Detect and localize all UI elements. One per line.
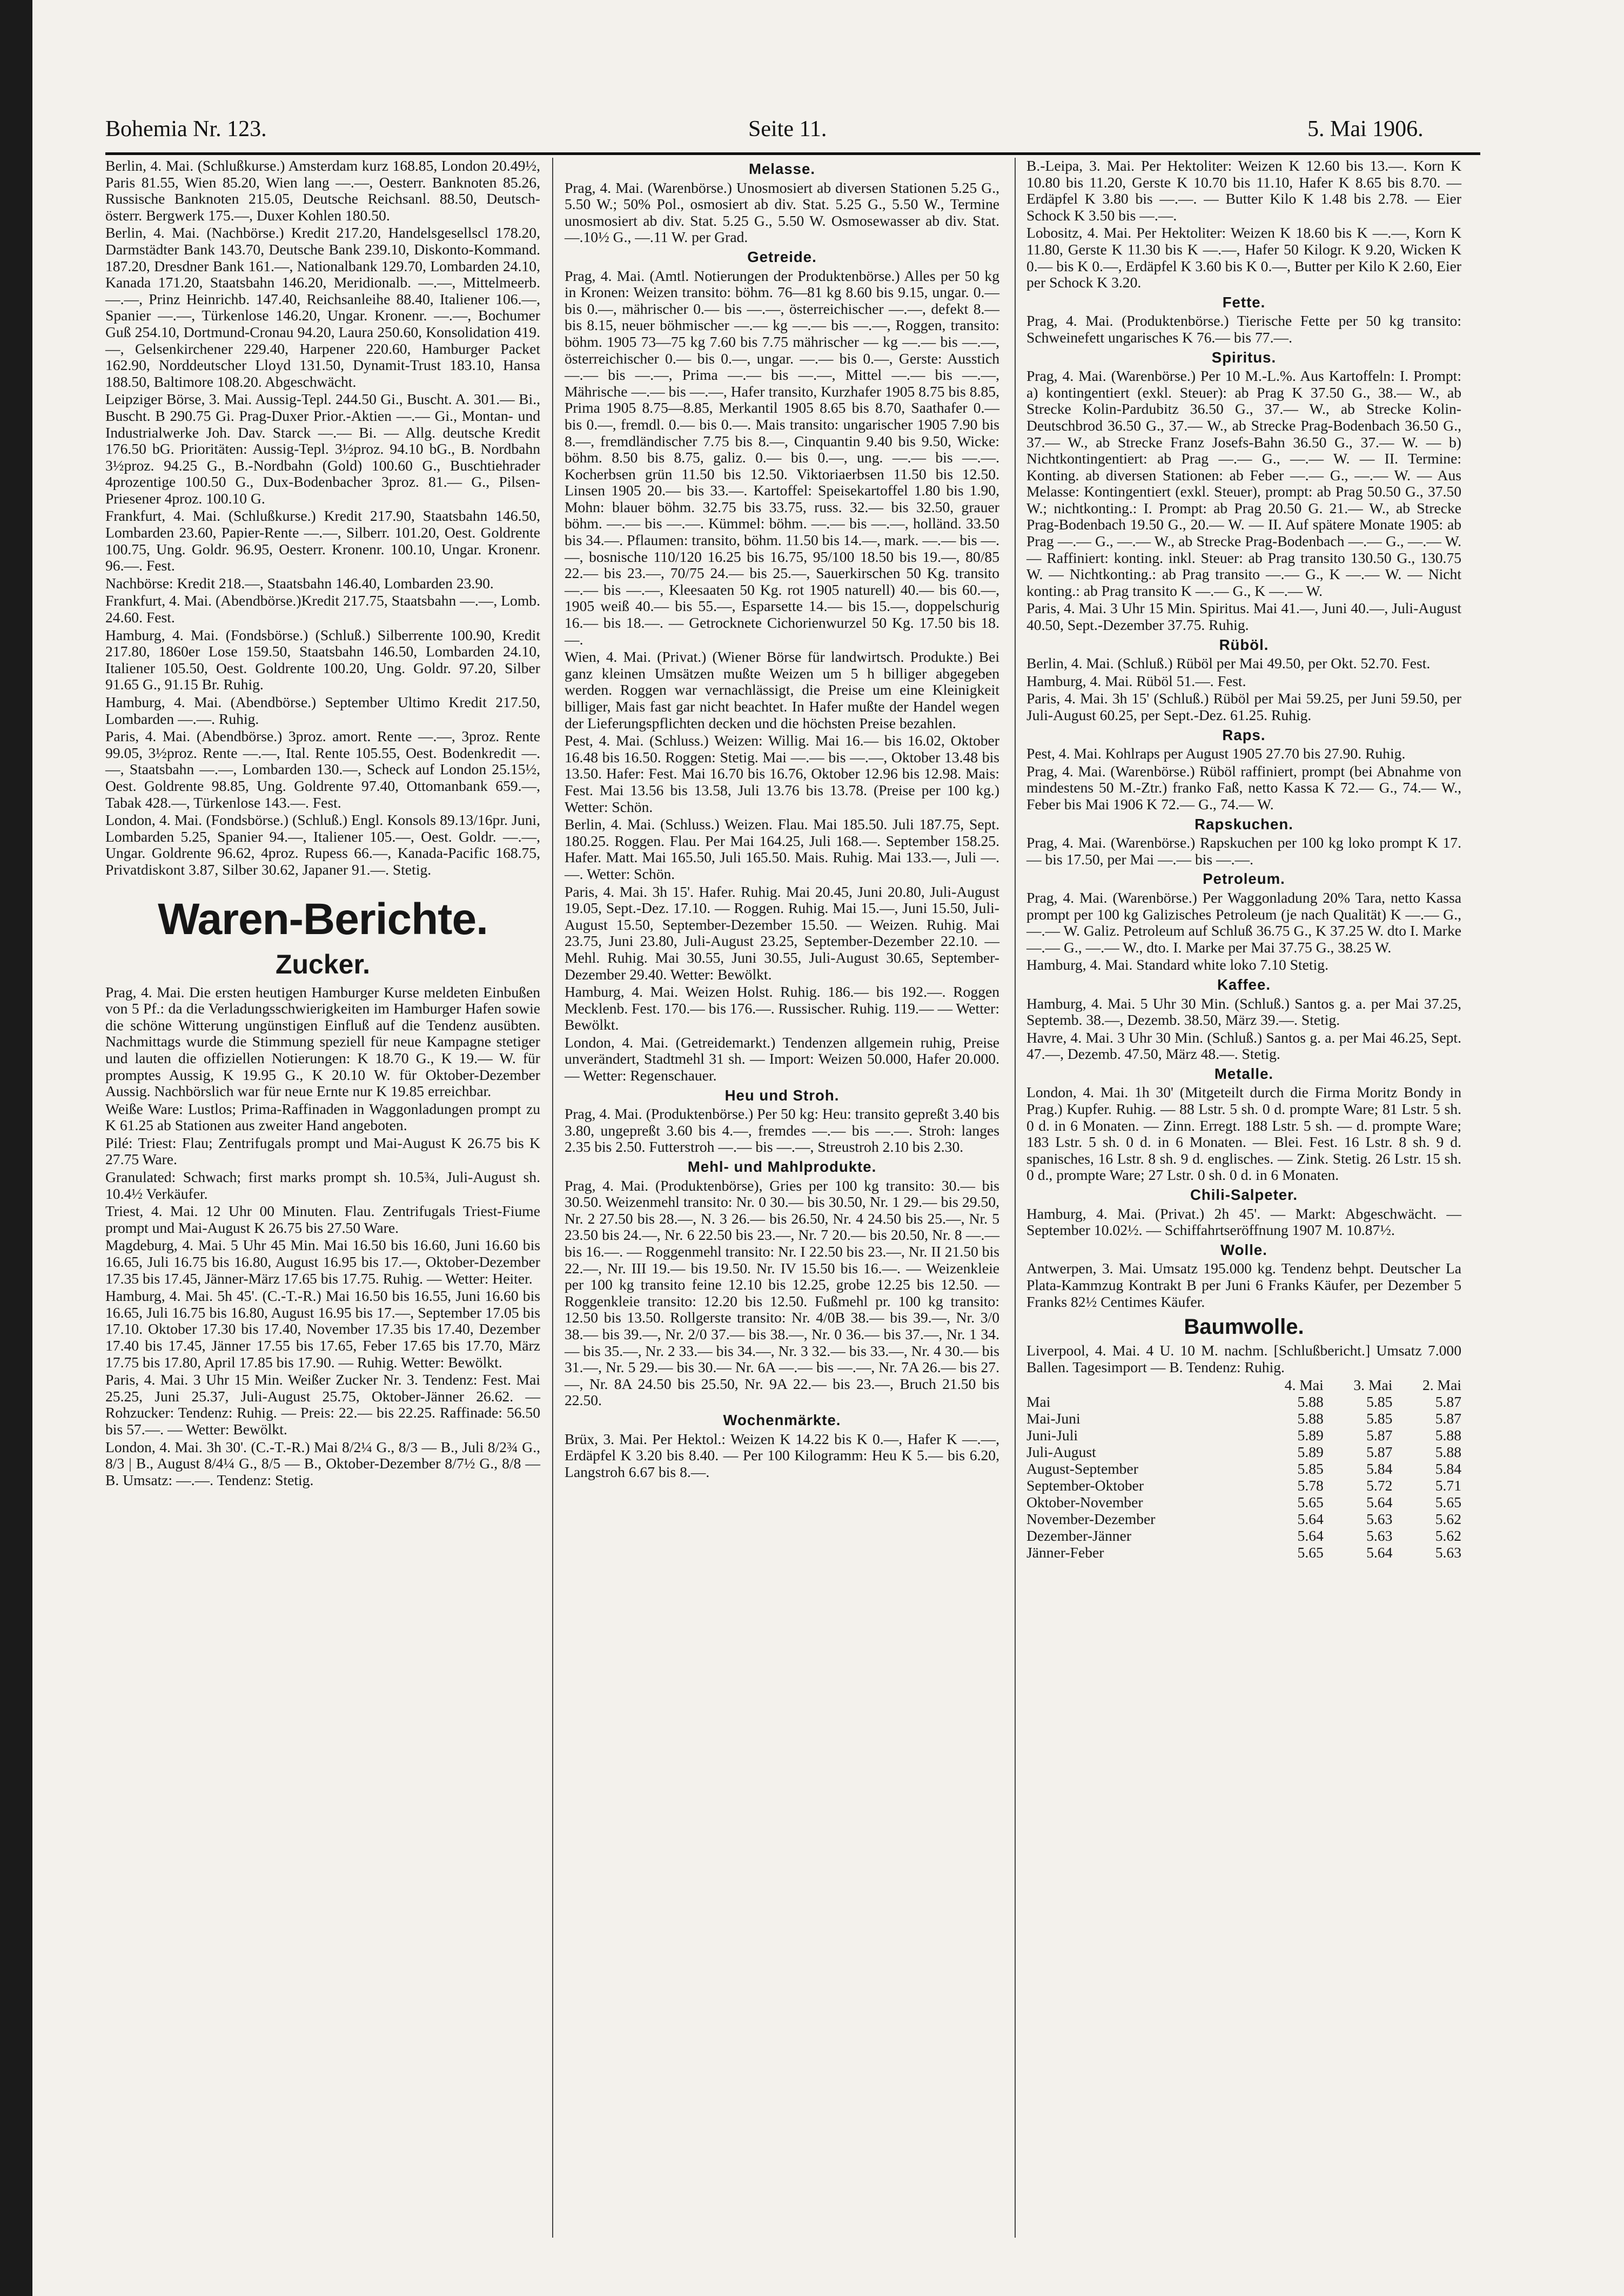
table-cell: 5.88 <box>1435 1444 1461 1461</box>
newspaper-page <box>32 0 1624 2296</box>
table-cell: 5.88 <box>1435 1427 1461 1444</box>
table-cell: 5.65 <box>1297 1544 1324 1561</box>
table-cell: 5.87 <box>1435 1393 1461 1411</box>
table-cell: 5.64 <box>1297 1510 1324 1528</box>
header-left: Bohemia Nr. 123. <box>105 117 267 142</box>
section-title: Mehl- und Mahlprodukte. <box>687 1158 877 1176</box>
table-cell: 5.88 <box>1297 1410 1324 1427</box>
table-row <box>1026 1494 1461 1510</box>
market-report: Leipziger Börse, 3. Mai. Aussig-Tepl. 244.50 Gi., Buscht. A. 301.— Bi., Buscht. B 290.75 Gi. Prag-Duxer Prior.-Aktien —.— Gi., Montan- und Industrialwerke Joh. Dav. Starck —.— Bi. — Allg. deutsche Kredit 176.50 bG. Prioritäten: Aussig-Tepl. 3½proz. 94.10 bG., B. Nordbahn 3½proz. 94.25 G., B.-Nordbahn (Gold) 100.60 G., Buschtiehrader 4prozentige 100.50 G., Dux-Bodenbacher 3proz. 81.— G., Pilsen-Priesener 4proz. 100.10 G. <box>105 391 544 507</box>
table-cell: 5.65 <box>1435 1494 1461 1511</box>
column-3 <box>1026 157 1465 1561</box>
table-row <box>1026 1510 1461 1527</box>
row-label: Dezember-Jänner <box>1026 1527 1132 1545</box>
header-center: Seite 11. <box>748 117 827 142</box>
column-header: 4. Mai <box>1284 1377 1324 1394</box>
table-cell: 5.63 <box>1366 1510 1393 1528</box>
column-divider <box>552 158 553 2238</box>
row-label: Oktober-November <box>1026 1494 1143 1511</box>
sugar-report: Weiße Ware: Lustlos; Prima-Raffinaden in Waggonladungen prompt zu K 61.25 ab Stationen aus zweiter Hand angeboten. <box>105 1100 544 1134</box>
market-report: Wien, 4. Mai. (Privat.) (Wiener Börse für landwirtsch. Produkte.) Bei ganz kleinen Umsätzen mußte Weizen um 5 h billiger abgegeben werden. Roggen war vernachlässigt, die Preise um eine Kleinigkeit billiger, Mais fast gar nicht beachtet. In Hafer mußte der Handel wegen der Lieferungspflichten decken und die höchsten Preise bezahlen. <box>565 648 1003 731</box>
market-report: B.-Leipa, 3. Mai. Per Hektoliter: Weizen K 12.60 bis 13.—. Korn K 10.80 bis 11.20, Gerste K 10.70 bis 11.10, Hafer K 8.65 bis 8.70. — Erdäpfel K 3.80 bis —.—. — Butter Kilo K 1.48 bis 2.78. — Eier Schock K 3.50 bis —.—. <box>1026 157 1465 224</box>
row-label: Juni-Juli <box>1026 1427 1078 1444</box>
market-report: Hamburg, 4. Mai. Rüböl 51.—. Fest. <box>1026 672 1246 689</box>
table-row <box>1026 1460 1461 1477</box>
market-report: Pest, 4. Mai. (Schluss.) Weizen: Willig. Mai 16.— bis 16.02, Oktober 16.48 bis 16.50. Roggen: Stetig. Mai —.— bis —.—, Oktober 13.48 bis 13.50. Hafer: Fest. Mai 16.70 bis 16.76, Oktober 12.96 bis 12.98. Mais: Fest. Mai 13.56 bis 13.58, Juli 13.76 bis 13.78. (Preise per 100 kg.) Wetter: Schön. <box>565 732 1003 815</box>
section-title: Wochenmärkte. <box>723 1411 841 1428</box>
sugar-report: Magdeburg, 4. Mai. 5 Uhr 45 Min. Mai 16.50 bis 16.60, Juni 16.60 bis 16.65, Juli 16.75 bis 16.80, August 16.95 bis 17.—, Oktober-Dezember 17.35 bis 17.45, Jänner-März 17.65 bis 17.75. Ruhig. — Wetter: Heiter. <box>105 1237 544 1287</box>
market-report: Frankfurt, 4. Mai. (Schlußkurse.) Kredit 217.90, Staatsbahn 146.50, Lombarden 23.60, Papier-Rente —.—, Silberr. 101.20, Oest. Goldrente 100.75, Ung. Goldr. 96.95, Oesterr. Kronenr. 100.10, Ungar. Kronenr. 96.—. Fest. <box>105 507 544 574</box>
sugar-report: London, 4. Mai. 3h 30'. (C.-T.-R.) Mai 8/2¼ G., 8/3 — B., Juli 8/2¾ G., 8/3 | B., August 8/4¼ G., 8/5 — B., Oktober-Dezember 8/7½ G., 8/8 — B. Umsatz: —.—. Tendenz: Stetig. <box>105 1438 544 1488</box>
market-report: Prag, 4. Mai. (Produktenbörse.) Per 50 kg: Heu: transito gepreßt 3.40 bis 3.80, ungepreßt 3.60 bis 4.—, fremdes —.— bis —.—. Stroh: langes 2.35 bis 2.50. Futterstroh —.— bis —.—, Streustroh 2.10 bis 2.30. <box>565 1105 1003 1156</box>
table-row <box>1026 1544 1461 1561</box>
market-report: Hamburg, 4. Mai. (Abendbörse.) September Ultimo Kredit 217.50, Lombarden —.—. Ruhig. <box>105 694 544 727</box>
section-title: Petroleum. <box>1203 870 1285 888</box>
header-rule <box>105 152 1480 155</box>
column-2 <box>565 158 1003 1481</box>
column-divider <box>1015 158 1016 2238</box>
table-row <box>1026 1410 1461 1427</box>
market-report: Berlin, 4. Mai. (Schluß.) Rüböl per Mai 49.50, per Okt. 52.70. Fest. <box>1026 655 1431 672</box>
sugar-report: Hamburg, 4. Mai. 5h 45'. (C.-T.-R.) Mai 16.50 bis 16.55, Juni 16.60 bis 16.65, Juli 16.75 bis 16.80, August 16.95 bis 17.—, September 17.05 bis 17.10. Oktober 17.30 bis 17.40, November 17.35 bis 17.40, Dezember 17.40 bis 17.45, Jänner 17.55 bis 17.65, Feber 17.65 bis 17.70, März 17.75 bis 17.80, April 17.85 bis 17.90. — Ruhig. Wetter: Bewölkt. <box>105 1287 544 1371</box>
table-cell: 5.88 <box>1297 1393 1324 1411</box>
market-report: Hamburg, 4. Mai. (Fondsbörse.) (Schluß.) Silberrente 100.90, Kredit 217.80, 1860er Lose 159.50, Staatsbahn 146.50, Lombarden 24.10, Italiener 105.50, Oest. Goldrente 100.20, Ung. Goldr. 97.20, Silber 91.65 G., 91.15 Br. Ruhig. <box>105 626 544 693</box>
market-report: Hamburg, 4. Mai. (Privat.) 2h 45'. — Markt: Abgeschwächt. — September 10.02½. — Schiffahrtseröffnung 1907 M. 10.87½. <box>1026 1205 1465 1239</box>
market-report: Antwerpen, 3. Mai. Umsatz 195.000 kg. Tendenz behpt. Deutscher La Plata-Kammzug Kontrakt B per Juni 6 Franks Käufer, per Dezember 5 Franks 82½ Centimes Käufer. <box>1026 1260 1465 1310</box>
sugar-report: Pilé: Triest: Flau; Zentrifugals prompt und Mai-August K 26.75 bis K 27.75 Ware. <box>105 1134 544 1168</box>
row-label: Mai-Juni <box>1026 1410 1081 1427</box>
section-title: Getreide. <box>747 248 817 265</box>
header-right: 5. Mai 1906. <box>1307 117 1424 142</box>
table-cell: 5.71 <box>1435 1477 1461 1494</box>
section-title: Raps. <box>1222 726 1266 743</box>
section-title: Fette. <box>1222 293 1266 311</box>
table-cell: 5.84 <box>1366 1460 1393 1478</box>
column-header <box>1026 1377 1254 1393</box>
market-report: Paris, 4. Mai. (Abendbörse.) 3proz. amort. Rente —.—, 3proz. Rente 99.05, 3½proz. Rente —.—, Ital. Rente 105.55, Oest. Bodenkredit —.—, Staatsbahn —.—, Lombarden 130.—, Scheck auf London 25.15½, Oest. Goldrente 98.85, Ung. Goldrente 97.40, Ottomanbank 659.—, Tabak 428.—, Türkenlose 143.—. Fest. <box>105 728 544 811</box>
table-cell: 5.65 <box>1297 1494 1324 1511</box>
market-report: Hamburg, 4. Mai. 5 Uhr 30 Min. (Schluß.) Santos g. a. per Mai 37.25, Septemb. 38.—, Dezemb. 38.50, März 39.—. Stetig. <box>1026 995 1465 1029</box>
table-cell: 5.87 <box>1366 1427 1393 1444</box>
section-title: Metalle. <box>1214 1065 1274 1082</box>
column-header: 2. Mai <box>1422 1377 1461 1394</box>
table-cell: 5.64 <box>1297 1527 1324 1545</box>
sugar-report: Granulated: Schwach; first marks prompt sh. 10.5¾, Juli-August sh. 10.4½ Verkäufer. <box>105 1169 544 1202</box>
row-label: Jänner-Feber <box>1026 1544 1104 1561</box>
market-report: Paris, 4. Mai. 3 Uhr 15 Min. Spiritus. Mai 41.—, Juni 40.—, Juli-August 40.50, Sept.-Dezember 37.75. Ruhig. <box>1026 600 1465 634</box>
table-cell: 5.85 <box>1297 1460 1324 1478</box>
section-title: Kaffee. <box>1217 976 1271 993</box>
market-report: Prag, 4. Mai. (Warenbörse.) Per 10 M.-L.%. Aus Kartoffeln: I. Prompt: a) kontingentiert (exkl. Steuer): ab Prag K 37.50 G., 38.— W., ab Strecke Kolin-Pardubitz 36.50 G., 37.— W., ab Strecke Kolin-Deutschbrod 36.50 G., 37.— W., ab Strecke Prag-Bodenbach 36.50 G., 37.— W., ab Strecke Franz Josefs-Bahn 36.50 G., 37.— W. — b) Nichtkontingentiert: ab Prag —.— G., —.— W. — II. Termine: Konting. ab diversen Stationen: ab Feber —.— G., —.— W. — Aus Melasse: Kontingentiert (exkl. Steuer), prompt: ab Prag 50.50 G., 37.50 W.; nichtkonting.: I. Prompt: ab Prag 20.50 G. 21.— W., ab Strecke Prag-Bodenbach 19.50 G., 20.— W. — II. Auf spätere Monate 1905: ab Prag —.— G., —.— W., ab Strecke Prag-Bodenbach —.— G., —.— W. — Raffiniert: konting. inkl. Steuer: ab Prag transito 130.50 G., 130.75 W. — Nichtkonting.: ab Prag transito —.— G., K —.— W. — Nicht konting.: ab Prag transito K —.— G., K —.— W. <box>1026 367 1465 599</box>
market-report: Prag, 4. Mai. (Produktenbörse.) Tierische Fette per 50 kg transito: Schweinefett ungarisches K 76.— bis 77.—. <box>1026 312 1465 346</box>
table-cell: 5.87 <box>1366 1444 1393 1461</box>
row-label: Juli-August <box>1026 1444 1096 1461</box>
market-report: Prag, 4. Mai. (Amtl. Notierungen der Produktenbörse.) Alles per 50 kg in Kronen: Weizen transito: böhm. 76—81 kg 8.60 bis 9.15, ungar. 0.— bis 0.—, mährischer 0.— bis —.—, österreichischer —.—, defekt 8.— bis 8.15, neuer böhmischer —.— kg —.— bis —.—, Roggen, transito: böhm. 1905 73—75 kg 7.60 bis 7.75 mährischer — kg —.— bis —.—, österreichischer 0.— bis 0.—, ungar. —.— bis 0.—, Gerste: Ausstich —.— bis —.—, Prima —.— bis —.—, Mittel —.— bis —.—, Mährische —.— bis —.—, Hafer transito, Kurzhafer 1905 8.75 bis 8.85, Prima 1905 8.75—8.85, Merkantil 1905 8.65 bis 8.70, Saathafer 0.— bis 0.—, fremdl. 0.— bis 0.—. Mais transito: ungarischer 1905 7.90 bis 8.—, fremdländischer 7.75 bis 8.—, Cinquantin 9.40 bis 9.50, Wicke: böhm. 8.50 bis 8.75, galiz. 0.— bis 0.—, ung. —.— bis —.—. Kocherbsen grün 11.50 bis 12.50. Viktoriaerbsen 11.50 bis 12.50. Linsen 1905 20.— bis 33.—. Kartoffel: Speisekartoffel 1.80 bis 1.90, Mohn: blauer böhm. 32.75 bis 33.75, russ. 32.— bis 32.50, grauer böhm. —.— bis —.—. Kümmel: böhm. —.— bis —.—, holländ. 33.50 bis 34.—. Pflaumen: transito, böhm. 11.50 bis 14.—, mark. —.— bis —.—, bosnische 110/120 16.25 bis 16.75, 95/100 18.50 bis 19.—, 80/85 22.— bis 23.—, 70/75 24.— bis 25.—, Sauerkirschen 50 Kg. transito —.— bis —.—, Kleesaaten 50 Kg. rot 1905 naturell) 40.— bis 60.—, 1905 weiß 40.— bis 55.—, Esparsette 14.— bis 15.—, doppelschurig 16.— bis 18.—. — Getrocknete Cichorienwurzel 50 Kg. 17.50 bis 18.—. <box>565 267 1003 648</box>
row-label: September-Oktober <box>1026 1477 1144 1494</box>
market-report: Berlin, 4. Mai. (Schluss.) Weizen. Flau. Mai 185.50. Juli 187.75, Sept. 180.25. Roggen. Flau. Per Mai 164.25, Juli 168.—. September 158.25. Hafer. Matt. Mai 165.50, Juli 165.50. Mais. Ruhig. Mai 133.—, Juli —.—. Wetter: Schön. <box>565 816 1003 882</box>
section-title: Wolle. <box>1220 1241 1267 1258</box>
table-cell: 5.89 <box>1297 1444 1324 1461</box>
market-report: Nachbörse: Kredit 218.—, Staatsbahn 146.40, Lombarden 23.90. <box>105 574 494 592</box>
market-report: Berlin, 4. Mai. (Nachbörse.) Kredit 217.20, Handelsgesellscl 178.20, Darmstädter Bank 143.70, Deutsche Bank 239.10, Diskonto-Kommand. 187.20, Dresdner Bank 161.—, Nationalbank 129.70, Lombarden 24.10, Kanada 171.20, Staatsbahn 146.20, Meridionalb. —.—, Mittelmeerb. —.—, Prinz Heinrichb. 147.40, Reichsanleihe 88.40, Italiener 106.—, Spanier —.—, Türkenlose 146.20, Ungar. Kronenr. —.—, Bochumer Guß 254.10, Dortmund-Cronau 94.20, Laura 250.60, Konsolidation 419.—, Gelsenkirchener 229.40, Harpener 220.60, Hamburger Packet 162.90, Norddeutscher Lloyd 131.50, Dynamit-Trust 183.10, Hansa 188.50, Baltimore 108.20. Abgeschwächt. <box>105 224 544 390</box>
section-title: Rapskuchen. <box>1194 815 1293 833</box>
cotton-price-table <box>1026 1377 1461 1561</box>
market-report: Berlin, 4. Mai. (Schlußkurse.) Amsterdam kurz 168.85, London 20.49½, Paris 81.55, Wien 85.20, Wien lang —.—, Oesterr. Banknoten 85.26, Russische Banknoten 215.05, Deutsche Reichsanl. 88.50, Deutsch-österr. Bergwerk 175.—, Duxer Kohlen 180.50. <box>105 157 544 224</box>
market-report: Prag, 4. Mai. (Warenbörse.) Per Waggonladung 20% Tara, netto Kassa prompt per 100 kg Galizisches Petroleum (je nach Qualität) K —.— G., —.— W. Galiz. Petroleum auf Schluß 36.75 G., K 37.25 W. dto I. Marke —.— G., —.— W., dto. I. Marke per Mai 37.75 G., 38.25 W. <box>1026 889 1465 956</box>
table-row <box>1026 1527 1461 1544</box>
market-report: Prag, 4. Mai. (Warenbörse.) Rapskuchen per 100 kg loko prompt K 17.— bis 17.50, per Mai —.— bis —.—. <box>1026 834 1461 868</box>
table-row <box>1026 1427 1461 1444</box>
market-report: Hamburg, 4. Mai. Standard white loko 7.10 Stetig. <box>1026 956 1328 974</box>
table-row <box>1026 1477 1461 1494</box>
section-title: Spiritus. <box>1211 348 1277 366</box>
table-cell: 5.62 <box>1435 1527 1461 1545</box>
table-row <box>1026 1444 1461 1460</box>
cotton-report: Liverpool, 4. Mai. 4 U. 10 M. nachm. [Schlußbericht.] Umsatz 7.000 Ballen. Tagesimport — B. Tendenz: Ruhig. <box>1026 1342 1465 1375</box>
table-cell: 5.85 <box>1366 1410 1393 1427</box>
table-cell: 5.85 <box>1366 1393 1393 1411</box>
row-label: August-September <box>1026 1460 1138 1478</box>
market-report: Hamburg, 4. Mai. Weizen Holst. Ruhig. 186.— bis 192.—. Roggen Mecklenb. Fest. 170.— bis 176.—. Russischer. Ruhig. 119.— — Wetter: Bewölkt. <box>565 983 1003 1033</box>
table-cell: 5.63 <box>1435 1544 1461 1561</box>
column-header: 3. Mai <box>1353 1377 1393 1394</box>
section-title: Melasse. <box>748 160 816 177</box>
market-report: Havre, 4. Mai. 3 Uhr 30 Min. (Schluß.) Santos g. a. per Mai 46.25, Sept. 47.—, Dezemb. 47.50, März 48.—. Stetig. <box>1026 1029 1465 1063</box>
column-1 <box>105 157 544 1489</box>
section-title: Rüböl. <box>1219 636 1269 653</box>
market-report: Pest, 4. Mai. Kohlraps per August 1905 27.70 bis 27.90. Ruhig. <box>1026 745 1406 762</box>
section-title-zucker: Zucker. <box>275 949 371 979</box>
table-cell: 5.64 <box>1366 1544 1393 1561</box>
table-cell: 5.89 <box>1297 1427 1324 1444</box>
row-label: Mai <box>1026 1393 1051 1411</box>
market-report: Prag, 4. Mai. (Warenbörse.) Rüböl raffiniert, prompt (bei Abnahme von mindestens 50 M.-Ztr.) franko Faß, netto Kassa K 72.— G., 74.— W., Feber bis Mai 1906 K 72.— G., 74.— W. <box>1026 762 1465 813</box>
section-title-baumwolle: Baumwolle. <box>1184 1315 1304 1339</box>
table-row <box>1026 1393 1461 1410</box>
page-header <box>105 116 1488 149</box>
table-cell: 5.64 <box>1366 1494 1393 1511</box>
table-cell: 5.63 <box>1366 1527 1393 1545</box>
table-cell: 5.78 <box>1297 1477 1324 1494</box>
sugar-report: Prag, 4. Mai. Die ersten heutigen Hamburger Kurse meldeten Einbußen von 5 Pf.: da die Verladungsschwierigkeiten im Hamburger Hafen sowie die schöne Witterung ungünstigen Einfluß auf die Tendenz ausübten. Nachmittags wurde die Stimmung speziell für neue Kampagne stetiger und lauten die offiziellen Notierungen: K 18.70 G., K 19.— W. für promptes Aussig, K 19.95 G., K 20.10 W. für Oktober-Dezember Aussig. Nachbörslich war für neue Ernte nur K 19.85 erreichbar. <box>105 983 544 1100</box>
table-cell: 5.72 <box>1366 1477 1393 1494</box>
table-cell: 5.87 <box>1435 1410 1461 1427</box>
table-cell: 5.84 <box>1435 1460 1461 1478</box>
table-cell: 5.62 <box>1435 1510 1461 1528</box>
section-title: Chili-Salpeter. <box>1190 1186 1298 1204</box>
market-report: Lobositz, 4. Mai. Per Hektoliter: Weizen K 18.60 bis K —.—, Korn K 11.80, Gerste K 11.30 bis K —.—, Hafer 50 Kilogr. K 9.20, Wicken K 0.— bis K 0.—, Erdäpfel K 3.60 bis K 0.—, Butter per Kilo K 2.60, Eier per Schock K 3.20. <box>1026 224 1465 291</box>
table-header-row <box>1026 1377 1461 1393</box>
sugar-report: Paris, 4. Mai. 3 Uhr 15 Min. Weißer Zucker Nr. 3. Tendenz: Fest. Mai 25.25, Juni 25.37, Juli-August 25.75, Oktober-Jänner 26.62. — Rohzucker: Tendenz: Ruhig. — Preis: 22.— bis 22.25. Raffinade: 56.50 bis 57.—. — Wetter: Bewölkt. <box>105 1371 544 1438</box>
market-report: London, 4. Mai. (Fondsbörse.) (Schluß.) Engl. Konsols 89.13/16pr. Juni, Lombarden 5.25, Spanier 94.—, Italiener 105.—, Oest. Goldr. —.—, Ungar. Goldrente 96.62, 4proz. Rupess 66.—, Kanada-Pacific 168.75, Privatdiskont 3.87, Silber 30.62, Japaner 91.—. Stetig. <box>105 811 544 878</box>
section-title-waren-berichte: Waren-Berichte. <box>158 894 488 944</box>
market-report: London, 4. Mai. (Getreidemarkt.) Tendenzen allgemein ruhig, Preise unverändert, Stadtmehl 31 sh. — Import: Weizen 50.000, Hafer 20.000. — Wetter: Regenschauer. <box>565 1033 1003 1084</box>
sugar-report: Triest, 4. Mai. 12 Uhr 00 Minuten. Flau. Zentrifugals Triest-Fiume prompt und Mai-August K 26.75 bis 27.50 Ware. <box>105 1203 544 1236</box>
section-title: Heu und Stroh. <box>724 1086 840 1104</box>
row-label: November-Dezember <box>1026 1510 1156 1528</box>
market-report: Prag, 4. Mai. (Warenbörse.) Unosmosiert ab diversen Stationen 5.25 G., 5.50 W.; 50% Pol., osmosiert ab div. Stat. 5.25 G., 5.50 W., Termine unosmosiert ab div. Stat. 5.25 G., 5.50 W. Osmosewasser ab div. Stat. —.10½ G., —.11 W. per Grad. <box>565 179 1003 246</box>
market-report: Paris, 4. Mai. 3h 15' (Schluß.) Rüböl per Mai 59.25, per Juni 59.50, per Juli-August 60.25, per Sept.-Dez. 61.25. Ruhig. <box>1026 690 1465 723</box>
market-report: London, 4. Mai. 1h 30' (Mitgeteilt durch die Firma Moritz Bondy in Prag.) Kupfer. Ruhig. — 88 Lstr. 5 sh. 0 d. prompte Ware; 81 Lstr. 5 sh. 0 d. in 6 Monaten. — Zinn. Erregt. 188 Lstr. 5 sh. — d. prompte Ware; 183 Lstr. 5 sh. 0 d. in 6 Monaten. — Blei. Fest. 16 Lstr. 8 sh. 9 d. spanisches, 16 Lstr. 8 sh. 9 d. englisches. — Zink. Stetig. 26 Lstr. 15 sh. 0 d., prompte Ware; 27 Lstr. 0 sh. 0 d. in 6 Monaten. <box>1026 1084 1465 1184</box>
market-report: Brüx, 3. Mai. Per Hektol.: Weizen K 14.22 bis K 0.—, Hafer K —.—, Erdäpfel K 3.20 bis 8.40. — Per 100 Kilogramm: Heu K 5.— bis 6.20, Langstroh 6.67 bis 8.—. <box>565 1430 1003 1480</box>
market-report: Paris, 4. Mai. 3h 15'. Hafer. Ruhig. Mai 20.45, Juni 20.80, Juli-August 19.05, Sept.-Dez. 17.10. — Roggen. Ruhig. Mai 15.—, Juni 15.50, Juli-August 15.50, September-Dezember 15.50. — Weizen. Ruhig. Mai 23.75, Juni 23.80, Juli-August 23.25, September-Dezember 22.10. — Mehl. Ruhig. Mai 30.55, Juni 30.55, Juli-August 30.65, September-Dezember 29.40. Wetter: Bewölkt. <box>565 883 1003 983</box>
market-report: Prag, 4. Mai. (Produktenbörse), Gries per 100 kg transito: 30.— bis 30.50. Weizenmehl transito: Nr. 0 30.— bis 30.50, Nr. 1 29.— bis 29.50, Nr. 2 27.50 bis 28.—, N. 3 26.— bis 26.50, Nr. 4 24.50 bis 25.—, Nr. 5 23.50 bis 24.—, Nr. 6 22.50 bis 23.—, Nr. 7 20.— bis 20.50, Nr. 8 —.— bis 16.—. — Roggenmehl transito: Nr. I 22.50 bis 23.—, Nr. II 21.50 bis 22.—, Nr. III 19.— bis 19.50. Nr. IV 15.50 bis 16.—. — Weizenkleie per 100 kg transito feine 12.10 bis 12.25, grobe 12.25 bis 12.50. — Roggenkleie transito: 12.20 bis 12.50. Fußmehl pr. 100 kg transito: 12.50 bis 13.50. Rollgerste transito: Nr. 4/0B 38.— bis 39.—, Nr. 3/0 38.— bis 39.—, Nr. 2/0 37.— bis 38.—, Nr. 0 36.— bis 37.—, Nr. 1 34.— bis 35.—, Nr. 2 33.— bis 34.—, Nr. 3 32.— bis 33.—, Nr. 4 30.— bis 31.—, Nr. 5 29.— bis 30.— Nr. 6A —.— bis —.—, Nr. 7A 26.— bis 27.—, Nr. 8A 24.50 bis 25.50, Nr. 9A 22.— bis 23.—, Bruch 21.50 bis 22.50. <box>565 1177 1003 1409</box>
market-report: Frankfurt, 4. Mai. (Abendbörse.)Kredit 217.75, Staatsbahn —.—, Lomb. 24.60. Fest. <box>105 592 544 626</box>
